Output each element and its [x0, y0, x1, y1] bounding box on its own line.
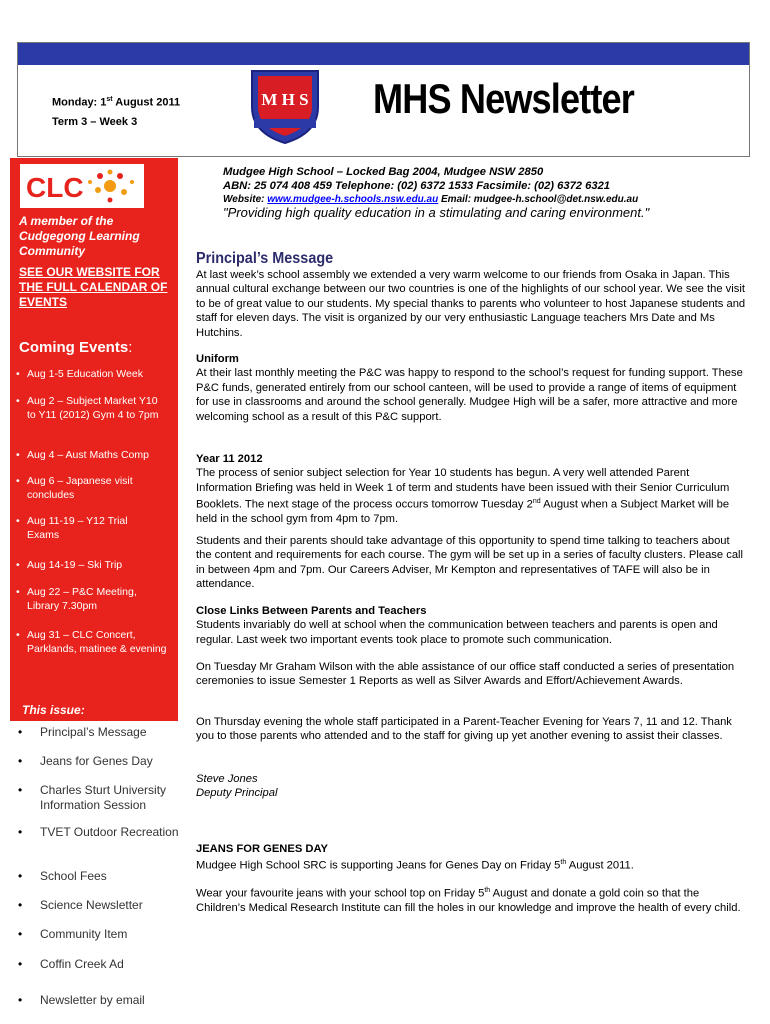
event-item: • Aug 14-19 – Ski Trip: [16, 559, 122, 573]
event-item: • Aug 31 – CLC Concert, Parklands, matinee & evening: [16, 629, 167, 656]
svg-text:M H S: M H S: [261, 90, 309, 109]
issue-item[interactable]: • School Fees: [14, 869, 190, 884]
school-contact-info: [223, 165, 753, 207]
svg-text:CLC: CLC: [26, 172, 84, 203]
school-abn-phone: ABN: 25 074 408 459 Telephone: (02) 6372 1533 Facsimile: (02) 6372 6321: [223, 180, 611, 192]
principals-message-title: Principal’s Message: [196, 250, 334, 267]
school-motto: "Providing high quality education in a stimulating and caring environment.": [223, 205, 650, 220]
sidebar-member-text: A member of the Cudgegong Learning Community: [19, 214, 140, 258]
this-issue-title: This issue:: [22, 703, 85, 717]
school-web-email: Website: www.mudgee-h.schools.nsw.edu.au Email: mudgee-h.school@det.nsw.edu.au: [223, 194, 639, 205]
newsletter-header: [17, 42, 750, 157]
calendar-website-link[interactable]: SEE OUR WEBSITE FOR THE FULL CALENDAR OF EVENTS: [19, 265, 168, 309]
jeans-heading: JEANS FOR GENES DAY: [196, 843, 329, 855]
close-links-p2: On Tuesday Mr Graham Wilson with the able assistance of our office staff conducted a series of presentation ceremonies to issue Semester 1 Reports as well as Silver Awards and Effort/Achievement Awards.: [196, 661, 735, 688]
jeans-section: JEANS FOR GENES DAY Mudgee High School SRC is supporting Jeans for Genes Day on Friday 5th August 2011.: [196, 842, 748, 874]
school-address: Mudgee High School – Locked Bag 2004, Mudgee NSW 2850: [223, 166, 544, 178]
newsletter-title: MHS Newsletter: [373, 75, 634, 122]
event-item: • Aug 11-19 – Y12 Trial Exams: [16, 515, 157, 542]
event-item: • Aug 2 – Subject Market Y10 to Y11 (2012) Gym 4 to 7pm: [16, 395, 162, 422]
article-intro: At last week’s school assembly we extended a very warm welcome to our friends from Osaka in Japan. This annual cultural exchange between our two countries is one of the highlights of our school year. We see the visit to be of great value to our students. My special thanks to parents who volunteer to host Japanese students and staff for eleven days. The visit is organized by our very enthusiastic Language teachers Mrs Date and Ms Hutchins.: [196, 269, 746, 339]
issue-item[interactable]: • Principal’s Message: [14, 725, 190, 740]
event-item: • Aug 6 – Japanese visit concludes: [16, 475, 157, 502]
close-links-section: Close Links Between Parents and Teachers Students invariably do well at school when the communication between teachers and parents is open and regular. Last week two important events took place to promote such communication.: [196, 604, 748, 647]
event-item: • Aug 22 – P&C Meeting, Library 7.30pm: [16, 586, 167, 613]
jeans-details: Wear your favourite jeans with your school top on Friday 5th August and donate a gold coin so that the Children’s Medical Research Institute can fill the holes in our knowledge and improve the health of every child.: [196, 887, 741, 915]
uniform-section: Uniform At their last monthly meeting the P&C was happy to respond to the school’s request for funding support. These P&C funds, generated entirely from our school canteen, will be used to provide a range of items of equipment for use in classrooms and around the school generally. Mudgee High will be a safer, more attractive and more welcoming school as a result of this P&C support.: [196, 352, 748, 424]
issue-date: Monday: 1st August 2011: [52, 96, 181, 109]
issue-item[interactable]: • Community Item: [14, 927, 190, 942]
issue-item[interactable]: • Coffin Creek Ad: [14, 957, 190, 972]
year11-heading: Year 11 2012: [196, 453, 263, 465]
issue-item[interactable]: • TVET Outdoor Recreation: [14, 825, 190, 840]
year11-followup: Students and their parents should take advantage of this opportunity to spend time talking to teachers about the content and requirements for each course. The gym will be set up in a series of faculty clusters. Please call in between 4pm and 7pm. Our Careers Adviser, Mr Kempton and representatives of TAFE will also be in attendance.: [196, 535, 744, 591]
sidebar: [10, 158, 178, 713]
coming-events-title: Coming Events:: [19, 339, 133, 356]
issue-item[interactable]: • Charles Sturt University Information Session: [14, 783, 190, 812]
year11-section: Year 11 2012 The process of senior subject selection for Year 10 students has begun. A very well attended Parent Information Briefing was held in Week 1 of term and students have been issued with their Senior Curriculum Booklets. The next stage of the process occurs tomorrow Tuesday 2nd August when a Subject Market will be held in the school gym from 4pm to 7pm.: [196, 452, 748, 527]
signature-role: Deputy Principal: [196, 787, 278, 800]
signature: [196, 772, 748, 801]
school-crest-logo: [244, 67, 326, 145]
issue-item[interactable]: • Newsletter by email: [14, 993, 190, 1008]
event-item: • Aug 1-5 Education Week: [16, 368, 143, 382]
term-week: Term 3 – Week 3: [52, 116, 138, 128]
uniform-heading: Uniform: [196, 353, 239, 365]
school-website-link[interactable]: www.mudgee-h.schools.nsw.edu.au: [267, 194, 439, 205]
signature-name: Steve Jones: [196, 773, 258, 785]
header-blue-bar: [18, 43, 749, 65]
issue-item[interactable]: • Science Newsletter: [14, 898, 190, 913]
close-links-heading: Close Links Between Parents and Teachers: [196, 605, 427, 617]
clc-logo: [20, 164, 144, 208]
event-item: • Aug 4 – Aust Maths Comp: [16, 449, 149, 463]
close-links-p3: On Thursday evening the whole staff participated in a Parent-Teacher Evening for Years 7, 11 and 12. Thank you to those parents who attended and to the staff for giving up yet another evening to assist their classes.: [196, 716, 732, 743]
issue-item[interactable]: • Jeans for Genes Day: [14, 754, 190, 769]
